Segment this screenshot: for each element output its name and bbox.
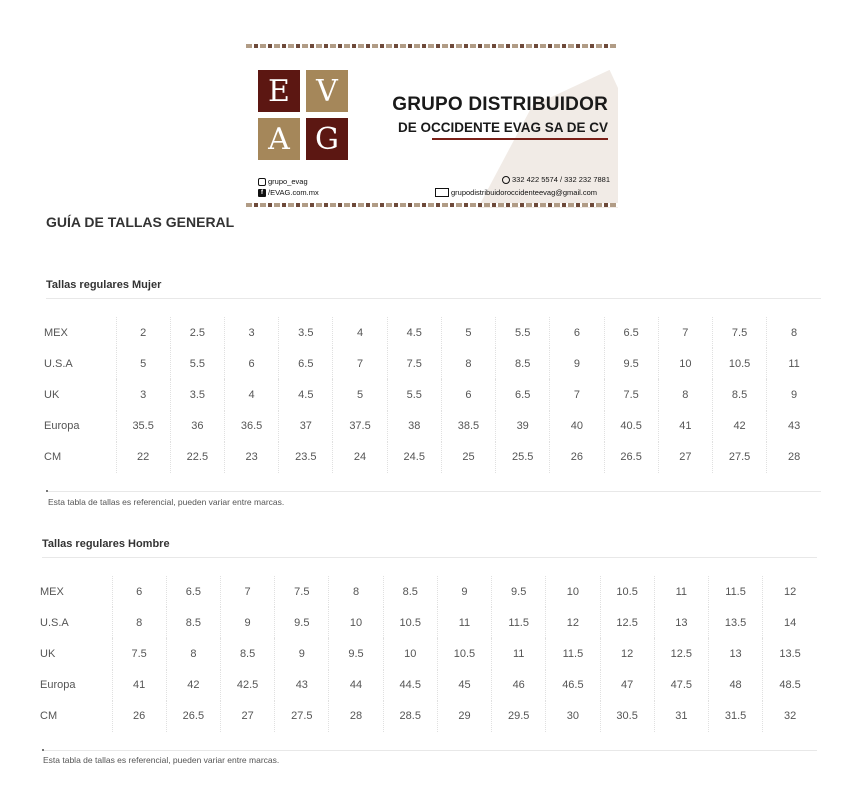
size-cell: 7.5 [712,317,766,348]
size-cell: 5.5 [387,379,441,410]
size-cell: 26.5 [604,442,658,473]
table-row [40,701,817,732]
size-cell: 9 [767,379,821,410]
size-cell: 27 [220,701,274,732]
size-cell: 8 [658,379,712,410]
size-cell: 43 [767,411,821,442]
size-cell: 41 [112,670,166,701]
size-cell: 44 [329,670,383,701]
size-cell: 23.5 [279,442,333,473]
row-label: MEX [40,585,64,598]
size-cell: 13 [708,638,762,669]
size-cell: 7 [550,379,604,410]
size-cell: 29.5 [492,701,546,732]
size-cell: 3.5 [170,379,224,410]
instagram-icon [258,178,266,186]
size-cell: 6.5 [279,348,333,379]
size-cell: 42 [166,670,220,701]
instagram-handle: grupo_evag [268,177,308,186]
size-cell: 13.5 [763,638,817,669]
size-cell: 10.5 [600,576,654,607]
size-cell: 27.5 [275,701,329,732]
size-cell: 9.5 [329,638,383,669]
size-cell: 46.5 [546,670,600,701]
size-cell: 7.5 [112,638,166,669]
size-cell: 8.5 [166,607,220,638]
size-cell: 40.5 [604,411,658,442]
size-cell: 8.5 [496,348,550,379]
size-cell: 2 [116,317,170,348]
size-cell: 4 [224,379,278,410]
logo-tile-e: E [258,70,300,112]
size-cell: 23 [224,442,278,473]
size-cell: 37.5 [333,411,387,442]
size-cell: 41 [658,411,712,442]
size-cell: 9 [437,576,491,607]
size-cell: 38 [387,411,441,442]
size-cell: 11 [654,576,708,607]
size-cell: 9 [275,638,329,669]
size-cell: 7.5 [387,348,441,379]
table-row [44,442,821,473]
women-size-table [44,317,821,473]
size-cell: 47 [600,670,654,701]
table-row [40,576,817,607]
size-cell: 42 [712,411,766,442]
size-cell: 7.5 [275,576,329,607]
size-cell: 5.5 [170,348,224,379]
size-cell: 7 [220,576,274,607]
size-cell: 4.5 [387,317,441,348]
size-cell: 47.5 [654,670,708,701]
logo-tile-v: V [306,70,348,112]
table-row [44,379,821,410]
facebook-handle: /EVAG.com.mx [268,188,319,197]
men-note-bullet [42,749,44,751]
size-cell: 29 [437,701,491,732]
size-cell: 7 [658,317,712,348]
size-cell: 5.5 [496,317,550,348]
size-cell: 26 [550,442,604,473]
row-label: Europa [44,420,80,433]
men-note: Esta tabla de tallas es referencial, pueden variar entre marcas. [43,755,280,765]
women-note-bullet [46,490,48,492]
size-cell: 6 [112,576,166,607]
size-cell: 5 [333,379,387,410]
row-label: U.S.A [44,357,73,370]
row-label: Europa [40,679,76,692]
size-cell: 8 [329,576,383,607]
mail-icon [435,188,449,197]
table-row [44,348,821,379]
size-cell: 38.5 [441,411,495,442]
logo-tile-g: G [306,118,348,160]
size-cell: 48.5 [763,670,817,701]
size-cell: 6.5 [166,576,220,607]
size-cell: 10.5 [712,348,766,379]
men-section-title: Tallas regulares Hombre [42,538,170,550]
size-cell: 40 [550,411,604,442]
company-name-line2: DE OCCIDENTE EVAG SA DE CV [397,120,608,135]
banner-top-stripe [246,44,618,48]
row-label: UK [44,388,60,401]
size-cell: 3 [116,379,170,410]
size-cell: 39 [496,411,550,442]
size-cell: 10 [383,638,437,669]
table-row [40,607,817,638]
email-contact [435,188,597,197]
size-cell: 10 [329,607,383,638]
size-cell: 6 [224,348,278,379]
size-cell: 24.5 [387,442,441,473]
size-cell: 8 [767,317,821,348]
size-cell: 10 [658,348,712,379]
company-name-line1: GRUPO DISTRIBUIDOR [392,94,608,115]
size-cell: 27 [658,442,712,473]
size-cell: 27.5 [712,442,766,473]
size-cell: 5 [441,317,495,348]
size-cell: 9.5 [492,576,546,607]
size-cell: 10.5 [383,607,437,638]
men-divider-bottom [42,750,817,751]
size-cell: 11.5 [546,638,600,669]
size-cell: 30.5 [600,701,654,732]
size-cell: 28 [767,442,821,473]
size-cell: 8.5 [383,576,437,607]
instagram-contact [258,177,308,186]
size-cell: 8 [112,607,166,638]
size-cell: 32 [763,701,817,732]
size-cell: 6.5 [496,379,550,410]
size-cell: 11.5 [492,607,546,638]
row-label: UK [40,647,56,660]
size-cell: 43 [275,670,329,701]
table-row [40,670,817,701]
size-cell: 36 [170,411,224,442]
row-label: U.S.A [40,616,69,629]
logo-tile-a: A [258,118,300,160]
company-underline [432,138,608,140]
size-cell: 11 [437,607,491,638]
size-cell: 31 [654,701,708,732]
size-cell: 4.5 [279,379,333,410]
page-title: GUÍA DE TALLAS GENERAL [46,214,235,230]
size-cell: 12 [546,607,600,638]
size-cell: 12 [763,576,817,607]
size-cell: 9.5 [604,348,658,379]
size-cell: 2.5 [170,317,224,348]
size-cell: 12.5 [600,607,654,638]
table-row [40,638,817,669]
size-cell: 45 [437,670,491,701]
women-note: Esta tabla de tallas es referencial, pueden variar entre marcas. [48,497,285,507]
row-label: MEX [44,326,68,339]
company-banner [246,44,618,208]
size-cell: 8 [166,638,220,669]
size-cell: 11.5 [708,576,762,607]
size-cell: 12 [600,638,654,669]
size-cell: 10.5 [437,638,491,669]
men-size-table [40,576,817,732]
table-row [44,411,821,442]
size-cell: 26.5 [166,701,220,732]
size-cell: 14 [763,607,817,638]
size-cell: 26 [112,701,166,732]
size-cell: 8.5 [220,638,274,669]
size-cell: 28 [329,701,383,732]
size-cell: 42.5 [220,670,274,701]
women-section-title: Tallas regulares Mujer [46,279,162,291]
size-cell: 3 [224,317,278,348]
size-cell: 12.5 [654,638,708,669]
banner-bottom-stripe [246,203,618,207]
phone-contact [502,175,610,184]
email-address: grupodistribuidoroccidenteevag@gmail.com [451,188,598,197]
size-cell: 6.5 [604,317,658,348]
size-cell: 44.5 [383,670,437,701]
table-row [44,317,821,348]
size-cell: 28.5 [383,701,437,732]
size-cell: 11 [767,348,821,379]
size-cell: 10 [546,576,600,607]
size-cell: 46 [492,670,546,701]
size-cell: 11 [492,638,546,669]
size-cell: 13 [654,607,708,638]
men-divider-top [42,557,817,558]
size-cell: 8 [441,348,495,379]
women-divider-top [46,298,821,299]
size-cell: 31.5 [708,701,762,732]
size-cell: 6 [550,317,604,348]
size-cell: 13.5 [708,607,762,638]
size-cell: 25.5 [496,442,550,473]
size-cell: 37 [279,411,333,442]
size-cell: 3.5 [279,317,333,348]
size-cell: 7 [333,348,387,379]
size-cell: 5 [116,348,170,379]
size-cell: 36.5 [224,411,278,442]
size-cell: 9.5 [275,607,329,638]
facebook-icon: f [258,189,266,197]
phone-numbers: 332 422 5574 / 332 232 7881 [512,175,611,184]
size-cell: 35.5 [116,411,170,442]
size-cell: 9 [550,348,604,379]
size-cell: 8.5 [712,379,766,410]
size-cell: 48 [708,670,762,701]
whatsapp-icon [502,176,510,184]
size-cell: 4 [333,317,387,348]
women-divider-bottom [46,491,821,492]
size-cell: 6 [441,379,495,410]
size-cell: 9 [220,607,274,638]
size-cell: 24 [333,442,387,473]
size-cell: 25 [441,442,495,473]
size-cell: 30 [546,701,600,732]
row-label: CM [44,451,62,464]
facebook-contact [258,188,319,197]
evag-logo [258,70,348,160]
row-label: CM [40,710,58,723]
size-cell: 22 [116,442,170,473]
size-cell: 22.5 [170,442,224,473]
size-cell: 7.5 [604,379,658,410]
